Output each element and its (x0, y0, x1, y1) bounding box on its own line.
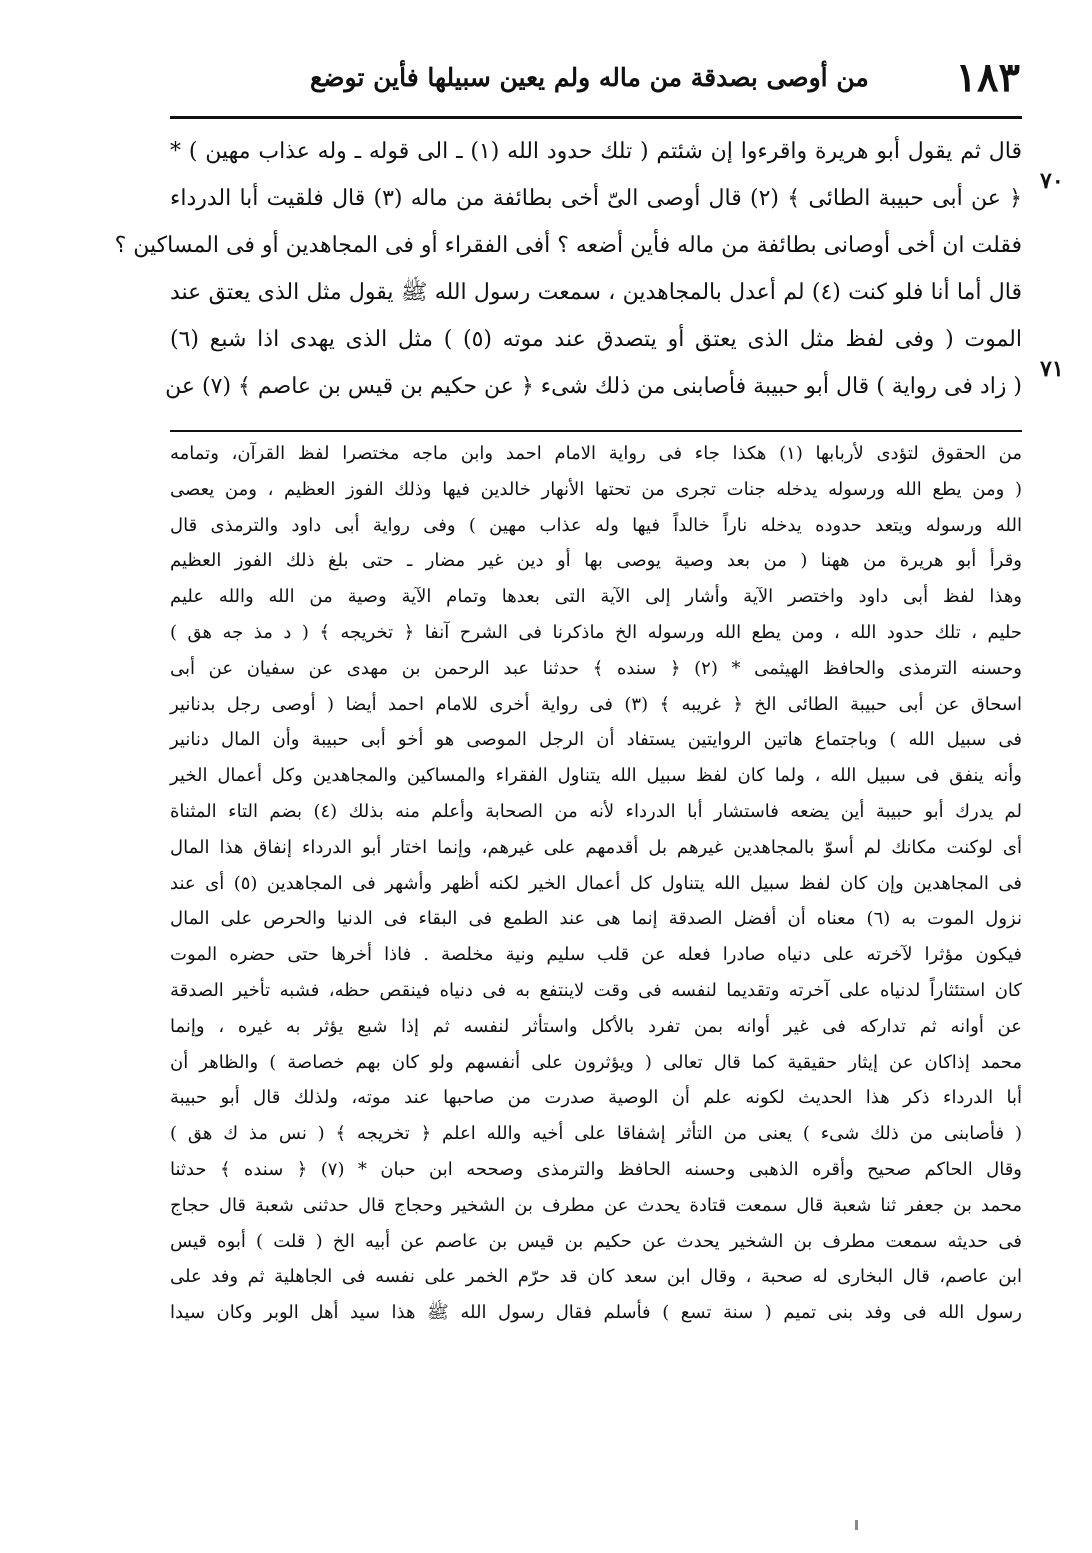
commentary-line: ابن عاصم، قال البخارى له صحبة ، وقال ابن سعد كان قد حرّم الخمر على نفسه فى الجاهلية ثم وفد على (170, 1266, 1022, 1288)
commentary-line: فى سبيل الله ) وباجتماع هاتين الروايتين يستفاد أن الرجل الموصى هو أخو أبى حبيبة وأن المال دنانير (170, 729, 1022, 751)
commentary-line: رسول الله فى وفد بنى تميم ( سنة تسع ) فأسلم فقال رسول الله ﷺ هذا سيد أهل الوبر وكان سيدا (170, 1302, 1022, 1324)
hadith-number-70: ٧٠ (1040, 168, 1064, 194)
commentary-text (170, 436, 1022, 1331)
commentary-line: نزول الموت به (٦) معناه أن أفضل الصدقة إنما هى عند الطمع فى البقاء فى الدنيا والحرص على المال (170, 908, 1022, 930)
hadith-number-71: ٧١ (1040, 356, 1064, 382)
hadith-line: ﴿ عن أبى حبيبة الطائى ﴾ (٢) قال أوصى الىّ أخى بطائفة من ماله (٣) قال فلقيت أبا الدرداء (170, 186, 1022, 211)
commentary-line: الله ورسوله ويتعد حدوده يدخله ناراً خالداً فيها وله عذاب مهين ) وفى رواية أبى داود والترمذى قال (170, 514, 1022, 536)
running-head: من أوصى بصدقة من ماله ولم يعين سبيلها فأين توضع (310, 63, 869, 92)
commentary-line: وأنه ينفق فى سبيل الله ، ولما كان لفظ سبيل الله يتناول الفقراء والمساكين والمجاهدين وكل أعمال الخير (170, 765, 1022, 787)
commentary-line: وحسنه الترمذى والحافظ الهيثمى * (٢) ﴿ سنده ﴾ حدثنا عبد الرحمن بن مهدى عن سفيان عن أبى (170, 657, 1022, 679)
page-header (170, 52, 1020, 108)
commentary-line: محمد إذاكان عن إيثار حقيقية كما قال تعالى ( ويؤثرون على أنفسهم ولو كان بهم خصاصة ) والظاهر أن (170, 1051, 1022, 1073)
commentary-line: حليم ، تلك حدود الله ، ومن يطع الله ورسوله الخ ماذكرنا فى الشرح آنفا ﴿ تخريجه ﴾ ( د مذ جه هق ) (170, 621, 1022, 643)
commentary-line: محمد بن جعفر ثنا شعبة قال سمعت قتادة يحدث عن مطرف بن الشخير وحجاج قال حدثنى شعبة قال حجاج (170, 1194, 1022, 1216)
commentary-line: ( فأصابنى من ذلك شىء ) يعنى من التأثر إشفاقا على أخيه والله اعلم ﴿ تخريجه ﴾ ( نس مذ ك هق ) (170, 1123, 1022, 1145)
commentary-line: أى لوكنت مكانك لم أسوّ بالمجاهدين غيرهم بل أقدمهم على غيرهم، وإنما اختار أبو الدرداء إنفاق هذا المال (170, 836, 1022, 858)
commentary-line: اسحاق عن أبى حبيبة الطائى الخ ﴿ غريبه ﴾ (٣) فى رواية أخرى للامام احمد أيضا ( أوصى رجل بدنانير (170, 693, 1022, 715)
commentary-line: ( ومن يطع الله ورسوله يدخله جنات تجرى من تحتها الأنهار خالدين فيها وذلك الفوز العظيم ، ومن يعصى (170, 478, 1022, 500)
commentary-line: فى المجاهدين وإن كان لفظ سبيل الله يتناول كل أعمال الخير لكنه أظهر وأشهر فى المجاهدين (٥) أى عند (170, 872, 1022, 894)
header-rule (170, 116, 1022, 119)
commentary-line: وقال الحاكم صحيح وأقره الذهبى وحسنه الحافظ والترمذى وصححه ابن حبان * (٧) ﴿ سنده ﴾ حدثنا (170, 1158, 1022, 1180)
hadith-line: ( زاد فى رواية ) قال أبو حبيبة فأصابنى من ذلك شىء ﴿ عن حكيم بن قيس بن عاصم ﴾ (٧) عن (165, 374, 1022, 399)
hadith-line: قال ثم يقول أبو هريرة واقرءوا إن شئتم ( تلك حدود الله (١) ـ الى قوله ـ وله عذاب مهين ) * (170, 139, 1022, 164)
section-divider (170, 430, 1022, 432)
commentary-line: وقرأ أبو هريرة من ههنا ( من بعد وصية يوصى بها أو دين غير مضار ـ حتى بلغ ذلك الفوز العظيم (170, 550, 1022, 572)
hadith-line: الموت ( وفى لفظ مثل الذى يعتق أو يتصدق عند موته (٥) ) مثل الذى يهدى اذا شبع (٦) (170, 327, 1023, 352)
commentary-line: من الحقوق لتؤدى لأربابها (١) هكذا جاء فى رواية الامام احمد وابن ماجه مختصرا لفظ القرآن، وتمامه (170, 443, 1022, 464)
page-number: ١٨٣ (955, 54, 1020, 101)
commentary-line: كان استئثاراً لدنياه على آخرته وتقديما لنفسه فى وقت لاينتفع به فى دنياه فينقص حظه، فشبه تأخير الصدقة (170, 979, 1022, 1001)
commentary-line: لم يدرك أبو حبيبة أين يضعه فاستشار أبا الدرداء لأنه من الصحابة وأعلم منه بذلك (٤) بضم التاء المثناة (170, 800, 1022, 822)
commentary-line: فى حديثه سمعت مطرف بن الشخير يحدث عن حكيم بن قيس بن عاصم عن أبيه الخ ( قلت ) أبوه قيس (170, 1230, 1022, 1252)
commentary-line: أبا الدرداء ذكر هذا الحديث لكونه علم أن الوصية صدرت من صاحبها عند موته، ولذلك قال أبو حبيبة (170, 1087, 1022, 1109)
hadith-text (114, 128, 1023, 410)
commentary-line: فيكون مؤثرا لآخرته على دنياه صادرا فعله عن قلب سليم ونية مخلصة . فاذا أخرها حتى حضره الموت (170, 944, 1022, 966)
commentary-line: وهذا لفظ أبى داود واختصر الآية وأشار إلى الآية التى بعدها وتمام الآية وصية من الله والله عليم (170, 586, 1023, 608)
hadith-line: قال أما أنا فلو كنت (٤) لم أعدل بالمجاهدين ، سمعت رسول الله ﷺ يقول مثل الذى يعتق عند (170, 280, 1022, 305)
hadith-line: فقلت ان أخى أوصانى بطائفة من ماله فأين أضعه ؟ أفى الفقراء أو فى المجاهدين أو فى المساكين ؟ (114, 233, 1022, 258)
page-mark (855, 1520, 858, 1530)
commentary-line: عن أوانه ثم تداركه فى غير أوانه بمن تفرد بالأكل واستأثر لنفسه ثم إذا شبع يؤثر به غيره ، وإنما (170, 1015, 1022, 1037)
